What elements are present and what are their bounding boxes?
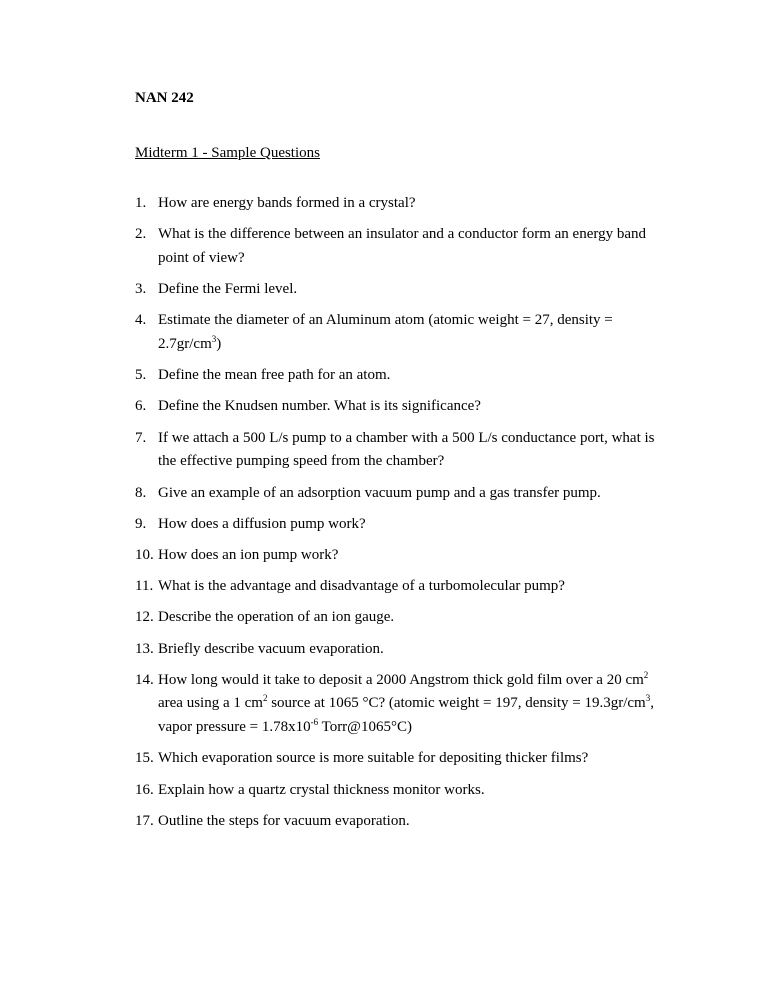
question-text-part: How long would it take to deposit a 2000 Angstrom thick gold film over a 20 cm <box>158 671 644 688</box>
superscript: 3 <box>645 693 651 704</box>
question-item <box>135 223 675 270</box>
question-number: 15. <box>135 750 154 767</box>
question-item <box>135 192 675 216</box>
question-number: 17. <box>135 812 154 829</box>
question-text: Describe the operation of an ion gauge. <box>158 609 395 626</box>
question-number: 16. <box>135 781 154 798</box>
question-item <box>135 513 675 537</box>
question-item <box>135 575 675 599</box>
question-number: 6. <box>135 398 147 415</box>
superscript: 2 <box>262 693 268 704</box>
question-text: Define the mean free path for an atom. <box>158 367 391 384</box>
question-text-part: source at 1065 °C? (atomic weight = 197, density = 19.3gr/cm <box>267 695 646 712</box>
question-item <box>135 427 675 474</box>
question-number: 8. <box>135 484 147 501</box>
question-text: Which evaporation source is more suitable for depositing thicker films? <box>158 750 589 767</box>
question-item <box>135 364 675 388</box>
question-number: 7. <box>135 429 147 446</box>
question-text: Define the Fermi level. <box>158 281 298 298</box>
question-text: What is the difference between an insulator and a conductor form an energy band point of view? <box>158 226 647 266</box>
question-number: 4. <box>135 312 147 329</box>
question-number: 9. <box>135 515 147 532</box>
superscript: 2 <box>643 669 649 680</box>
question-text: What is the advantage and disadvantage of a turbomolecular pump? <box>158 578 565 595</box>
question-text-part: area using a 1 cm <box>158 695 263 712</box>
question-text: If we attach a 500 L/s pump to a chamber with a 500 L/s conductance port, what is the effective pumping speed from the chamber? <box>158 429 655 470</box>
question-text-part: Estimate the diameter of an Aluminum atom (atomic weight = 27, density = 2.7gr/cm <box>158 312 613 353</box>
course-code-heading: NAN 242 <box>135 90 194 106</box>
question-text-part: ) <box>216 336 222 353</box>
question-item <box>135 747 675 771</box>
question-number: 3. <box>135 281 147 298</box>
question-item <box>135 669 675 740</box>
question-text: Outline the steps for vacuum evaporation. <box>158 812 410 829</box>
question-text: Give an example of an adsorption vacuum pump and a gas transfer pump. <box>158 484 601 501</box>
question-number: 5. <box>135 367 147 384</box>
question-number: 14. <box>135 671 154 688</box>
question-text: How does an ion pump work? <box>158 546 339 563</box>
question-text: How does a diffusion pump work? <box>158 515 366 532</box>
question-text: Explain how a quartz crystal thickness monitor works. <box>158 781 485 798</box>
question-text-part: , vapor pressure = 1.78x10 <box>158 695 654 736</box>
question-number: 2. <box>135 226 147 243</box>
question-list <box>135 192 675 841</box>
document-subtitle: Midterm 1 - Sample Questions <box>135 145 320 161</box>
question-number: 11. <box>135 578 154 595</box>
question-text: Briefly describe vacuum evaporation. <box>158 640 384 657</box>
question-text <box>158 669 675 740</box>
question-item <box>135 544 675 568</box>
question-item <box>135 779 675 803</box>
question-number: 12. <box>135 609 154 626</box>
question-text <box>158 309 675 356</box>
question-number: 10. <box>135 546 154 563</box>
question-item <box>135 606 675 630</box>
question-text: How are energy bands formed in a crystal? <box>158 195 416 211</box>
question-item <box>135 482 675 506</box>
superscript: 3 <box>211 334 217 345</box>
question-item <box>135 278 675 302</box>
question-text: Define the Knudsen number. What is its significance? <box>158 398 481 415</box>
question-item <box>135 309 675 356</box>
question-item <box>135 638 675 662</box>
question-text-part: Torr@1065°C) <box>318 719 412 736</box>
superscript: -6 <box>310 717 319 728</box>
question-item <box>135 395 675 419</box>
question-number: 13. <box>135 640 154 657</box>
question-number: 1. <box>135 195 147 211</box>
question-item <box>135 810 675 834</box>
